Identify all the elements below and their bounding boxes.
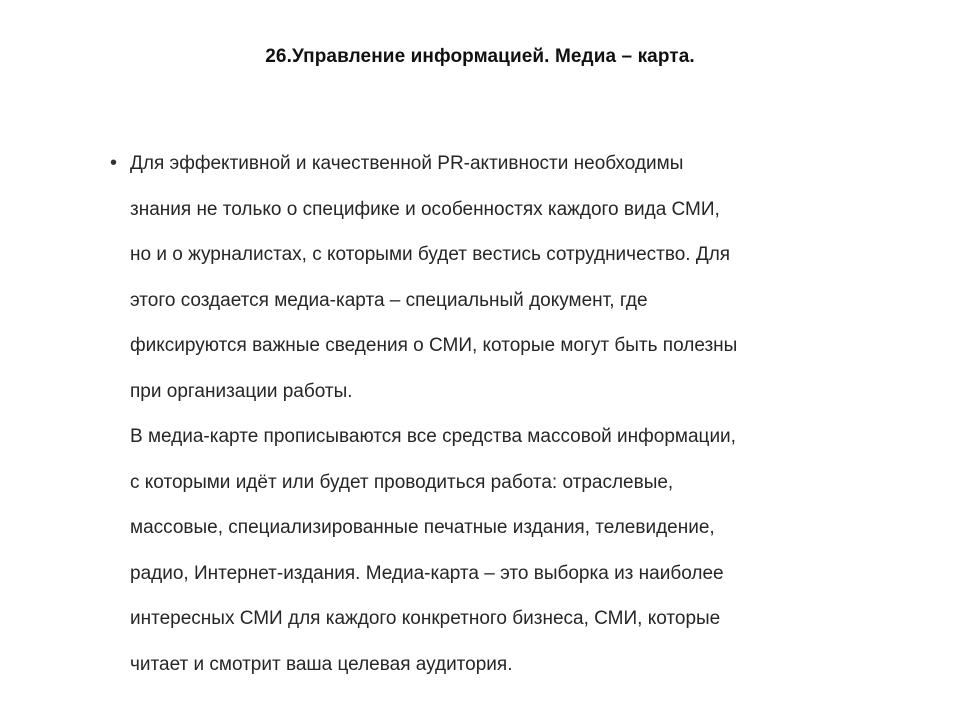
text-line: с которыми идёт или будет проводиться работа: отраслевые, <box>130 471 674 493</box>
text-line: этого создается медиа-карта – специальный документ, где <box>130 289 648 311</box>
text-line: читает и смотрит ваша целевая аудитория. <box>130 653 513 675</box>
text-line: радио, Интернет-издания. Медиа-карта – это выборка из наиболее <box>130 562 724 584</box>
text-line: фиксируются важные сведения о СМИ, которые могут быть полезны <box>130 335 738 356</box>
text-line: интересных СМИ для каждого конкретного бизнеса, СМИ, которые <box>130 608 721 629</box>
text-line: массовые, специализированные печатные издания, телевидение, <box>130 517 715 538</box>
slide-title: 26.Управление информацией. Медиа – карта. <box>265 46 695 67</box>
text-line: знания не только о специфике и особенностях каждого вида СМИ, <box>130 198 720 220</box>
bullet-icon: • <box>110 152 118 174</box>
text-line: но и о журналистах, с которыми будет вестись сотрудничество. Для <box>130 244 731 265</box>
text-line: В медиа-карте прописываются все средства массовой информации, <box>130 426 736 447</box>
bullet-text <box>130 141 870 687</box>
text-line: Для эффективной и качественной PR-активности необходимы <box>130 153 684 174</box>
slide-body <box>110 141 870 687</box>
text-line: при организации работы. <box>130 380 353 402</box>
bullet-item <box>110 141 870 687</box>
